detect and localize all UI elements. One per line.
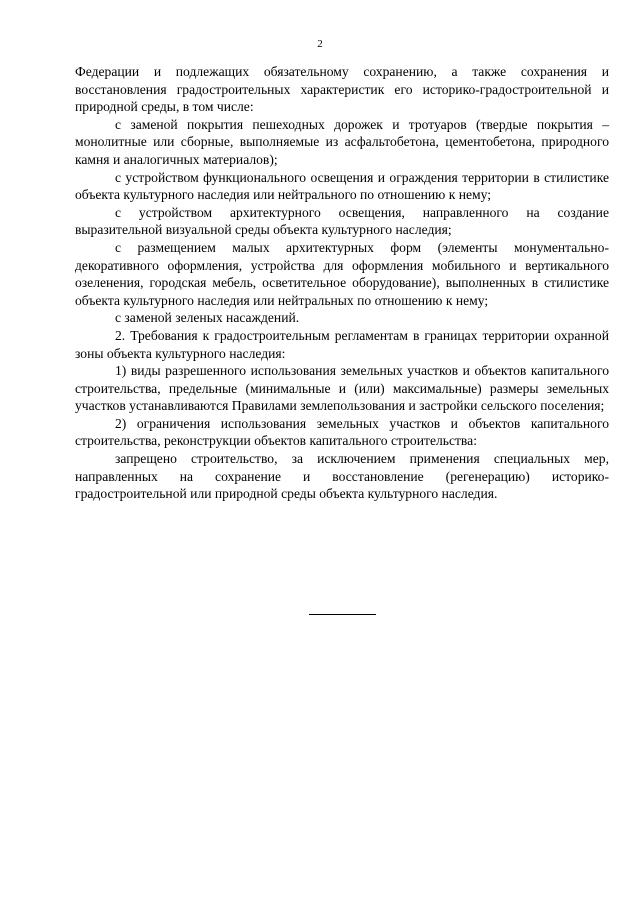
paragraph-item-1: 1) виды разрешенного использования земельных участков и объектов капитального строительства, предельные (минимальные и (или) максимальные) размеры земельных участков устанавливаются Правилами землепользования и застройки сельского поселения; [75,363,609,414]
paragraph-section-2: 2. Требования к градостроительным регламентам в границах территории охранной зоны объекта культурного наследия: [75,327,609,361]
paragraph-architectural-lighting: с устройством архитектурного освещения, направленного на создание выразительной визуальной среды объекта культурного наследия; [75,204,609,238]
end-of-document-rule [309,614,376,615]
paragraph-continuation: Федерации и подлежащих обязательному сохранению, а также сохранения и восстановления градостроительных характеристик его историко-градостроительной и природной среды, в том числе: [75,64,609,115]
paragraph-construction-ban: запрещено строительство, за исключением применения специальных мер, направленных на сохранение и восстановление (регенерацию) историко-градостроительной или природной среды объекта культурного наследия. [75,451,609,502]
paragraph-green-spaces: с заменой зеленых насаждений. [115,310,300,326]
document-body [75,63,609,503]
paragraph-small-forms: с размещением малых архитектурных форм (элементы монументально-декоративного оформления, устройства для оформления мобильного и вертикального озеленения, городская мебель, осветительное оборудование), выполненных в стилистике объекта культурного наследия или нейтральных по отношению к нему; [75,239,609,308]
page-number: 2 [317,38,323,50]
paragraph-pavement: с заменой покрытия пешеходных дорожек и тротуаров (твердые покрытия – монолитные или сборные, выполняемые из асфальтобетона, цементобетона, природного камня и аналогичных материалов); [75,116,609,167]
paragraph-functional-lighting: с устройством функционального освещения и ограждения территории в стилистике объекта культурного наследия или нейтрального по отношению к нему; [75,169,609,203]
paragraph-item-2: 2) ограничения использования земельных участков и объектов капитального строительства, реконструкции объектов капитального строительства: [75,415,609,449]
